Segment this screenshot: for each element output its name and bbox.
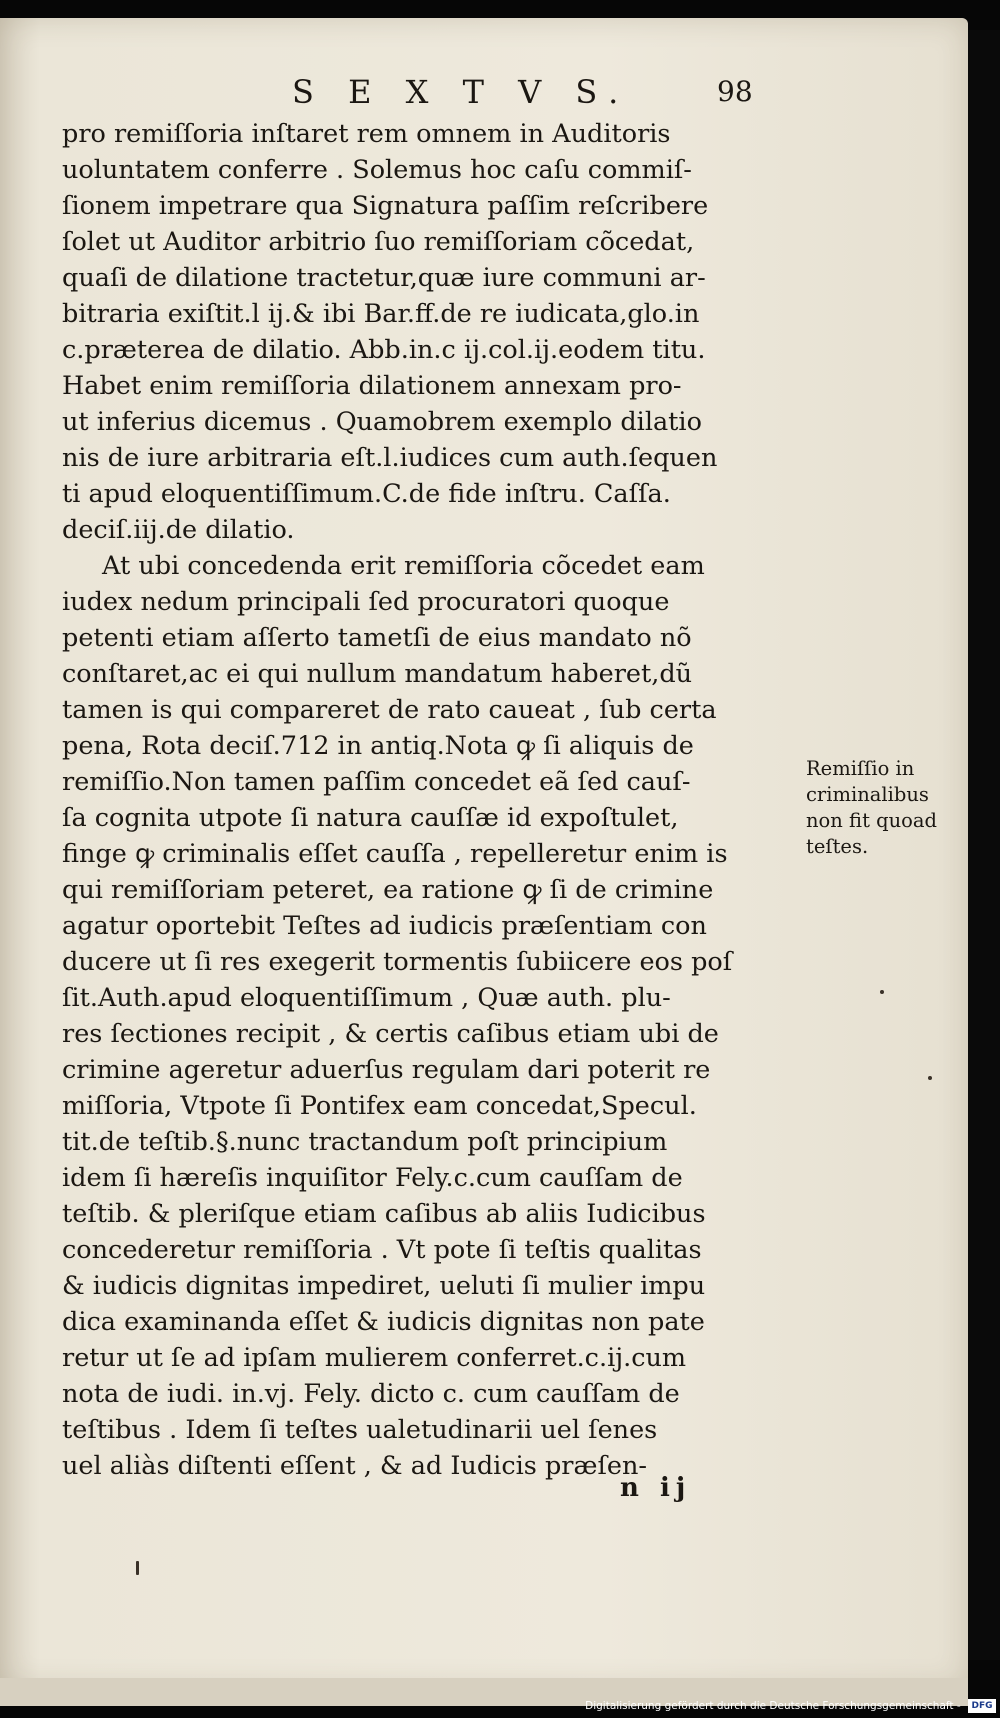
text-line: dica examinanda eſſet & iudicis dignitas non pate	[62, 1307, 705, 1337]
main-text-block	[62, 68, 782, 1484]
running-head	[62, 68, 782, 116]
text-line: miſſoria, Vtpote ſi Pontifex eam concedat,Specul.	[62, 1091, 697, 1121]
text-line: pro remiſſoria inſtaret rem omnem in Auditoris	[62, 119, 671, 149]
text-line: Habet enim remiſſoria dilationem annexam pro-	[62, 371, 682, 401]
scan-background-edge	[968, 30, 1000, 1660]
ink-speck	[136, 1561, 139, 1575]
text-line: iudex nedum principali ſed procuratori quoque	[62, 587, 670, 617]
ink-speck	[880, 990, 884, 994]
text-line: tamen is qui compareret de rato caueat , ſub certa	[62, 695, 717, 725]
ink-speck	[928, 1076, 932, 1080]
marginal-note-line: criminalibus	[806, 783, 929, 806]
text-line: conſtaret,ac ei qui nullum mandatum haberet,dũ	[62, 659, 693, 689]
marginal-note	[806, 756, 966, 860]
digitization-credit	[585, 1697, 996, 1715]
text-line: ducere ut ſi res exegerit tormentis ſubiicere eos poſ	[62, 947, 733, 977]
marginal-note-line: non fit quoad	[806, 809, 937, 832]
text-line: crimine ageretur aduerſus regulam dari poterit re	[62, 1055, 711, 1085]
text-line: c.præterea de dilatio. Abb.in.c ij.col.ij.eodem titu.	[62, 335, 706, 365]
text-line: ti apud eloquentiſſimum.C.de fide inſtru. Caſſa.	[62, 479, 671, 509]
text-line: ſit.Auth.apud eloquentiſſimum , Quæ auth. plu-	[62, 983, 671, 1013]
text-line: uoluntatem conferre . Solemus hoc caſu commiſ-	[62, 155, 692, 185]
text-line: bitraria exiſtit.l ij.& ibi Bar.ff.de re iudicata,glo.in	[62, 299, 700, 329]
text-line: ut inferius dicemus . Quamobrem exemplo dilatio	[62, 407, 702, 437]
marginal-note-line: Remiſſio in	[806, 757, 915, 780]
credit-text: Digitalisierung gefördert durch die Deutsche Forschungsgemeinschaft -	[585, 1700, 961, 1712]
text-line: nis de iure arbitraria eſt.l.iudices cum auth.ſequen	[62, 443, 718, 473]
text-line: res ſectiones recipit , & certis caſibus etiam ubi de	[62, 1019, 719, 1049]
text-line: quaſi de dilatione tractetur,quæ iure communi ar-	[62, 263, 706, 293]
text-line: teſtibus . Idem ſi teſtes ualetudinarii uel ſenes	[62, 1415, 658, 1445]
text-line: & iudicis dignitas impediret, ueluti ſi mulier impu	[62, 1271, 706, 1301]
text-line: tit.de teſtib.§.nunc tractandum poſt principium	[62, 1127, 668, 1157]
text-line: agatur oportebit Teſtes ad iudicis præſentiam con	[62, 911, 707, 941]
text-line: ſolet ut Auditor arbitrio ſuo remiſſoriam cõcedat,	[62, 227, 695, 257]
running-head-title: S E X T V S.	[292, 73, 631, 111]
text-line: concederetur remiſſoria . Vt pote ſi teſtis qualitas	[62, 1235, 702, 1265]
text-line: pena, Rota deciſ.712 in antiq.Nota ꝙ ſi aliquis de	[62, 731, 694, 761]
text-line: petenti etiam aſſerto tametſi de eius mandato nõ	[62, 623, 692, 653]
text-line: idem ſi hæreſis inquiſitor Fely.c.cum cauſſam de	[62, 1163, 683, 1193]
text-line: retur ut ſe ad ipſam mulierem conferret.c.ij.cum	[62, 1343, 687, 1373]
text-line: deciſ.iij.de dilatio.	[62, 515, 295, 545]
signature-mark: n ij	[620, 1473, 692, 1503]
text-line: nota de iudi. in.vj. Fely. dicto c. cum cauſſam de	[62, 1379, 680, 1409]
paragraph-start-line: At ubi concedenda erit remiſſoria cõcedet eam	[102, 551, 705, 581]
text-line: qui remiſſoriam peteret, ea ratione ꝙ ſi de crimine	[62, 875, 714, 905]
text-line: uel aliàs diſtenti eſſent , & ad Iudicis præſen-	[62, 1451, 648, 1481]
text-line: finge ꝙ criminalis eſſet cauſſa , repelleretur enim is	[62, 839, 728, 869]
text-line: remiſſio.Non tamen paſſim concedet eã ſed cauſ-	[62, 767, 691, 797]
text-line: ſionem impetrare qua Signatura paſſim reſcribere	[62, 191, 709, 221]
page-number: 98	[717, 75, 753, 108]
text-line: teſtib. & pleriſque etiam caſibus ab aliis Iudicibus	[62, 1199, 706, 1229]
book-page	[0, 18, 968, 1688]
dfg-logo: DFG	[968, 1699, 996, 1713]
text-line: ſa cognita utpote ſi natura cauſſæ id expoſtulet,	[62, 803, 679, 833]
marginal-note-line: teſtes.	[806, 835, 869, 858]
